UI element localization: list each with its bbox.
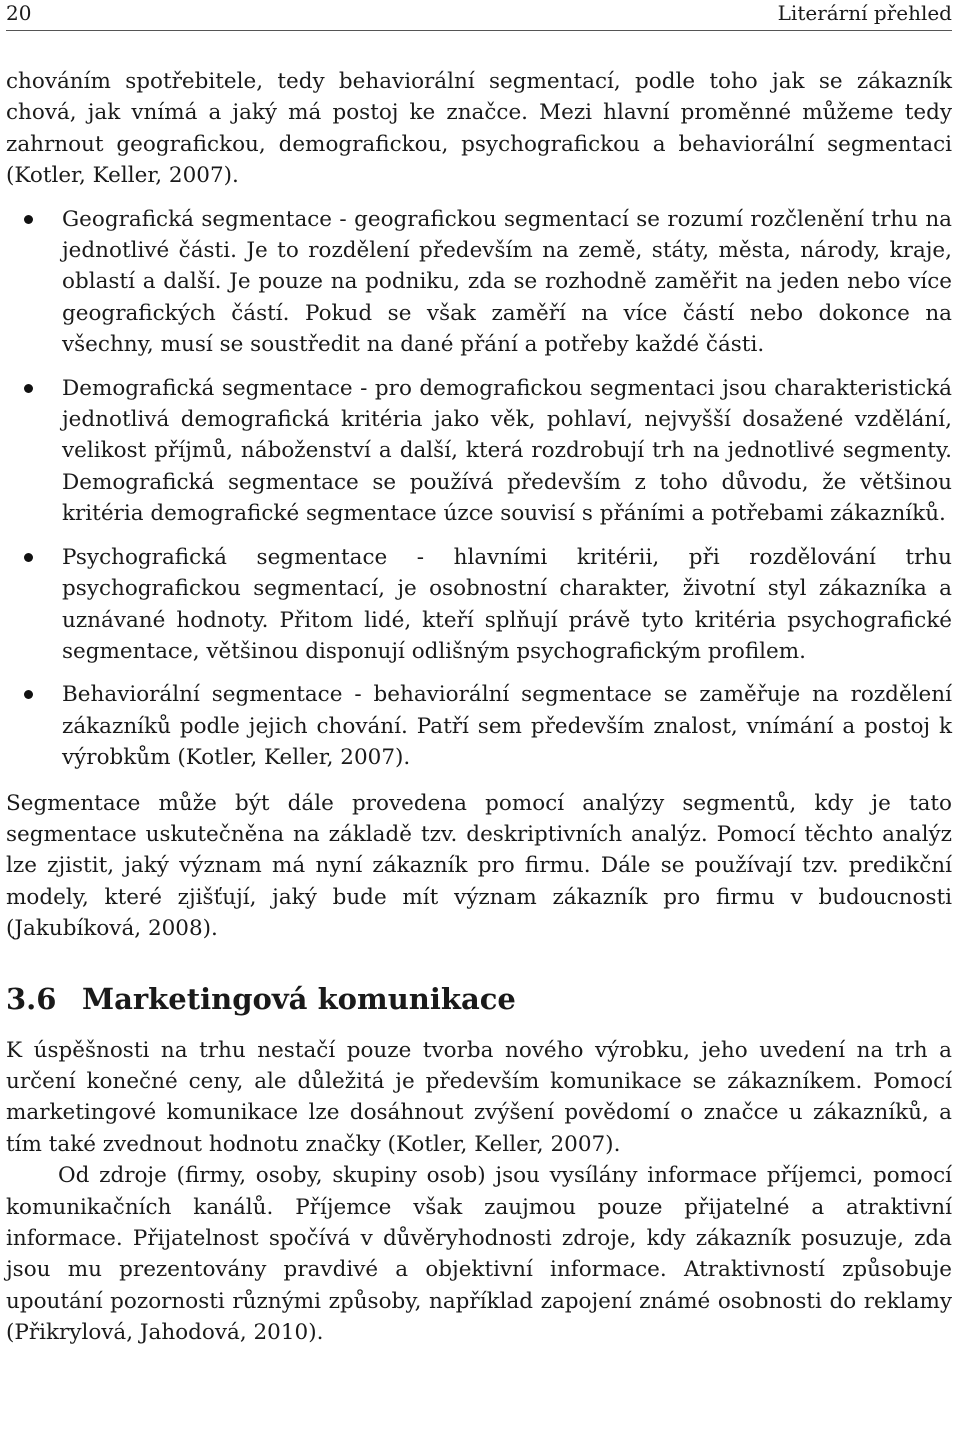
section-heading xyxy=(6,981,952,1017)
intro-paragraph: chováním spotřebitele, tedy behaviorální segmentací, podle toho jak se zákazník chová, jak vnímá a jaký má postoj ke značce. Mezi hlavní proměnné můžeme tedy zahrnout geografickou, demografickou, psychografickou a behaviorální segmentaci (Kotler, Keller, 2007). xyxy=(6,69,952,189)
section-paragraph-2: Od zdroje (firmy, osoby, skupiny osob) jsou vysílány informace příjemci, pomocí komunikačních kanálů. Příjemce však zaujmou pouze přijatelné a atraktivní informace. Přijatelnost spočívá v důvěryhodnosti zdroje, kdy zákazník posuzuje, zda jsou mu prezentovány pravdivé a objektivní informace. Atraktivností způsobuje upoutání pozornosti různými způsoby, například zapojení známé osobnosti do reklamy (Přikrylová, Jahodová, 2010). xyxy=(6,1163,952,1346)
list-item-behavioral: Behaviorální segmentace - behaviorální segmentace se zaměřuje na rozdělení zákazníků podle jejich chování. Patří sem především znalost, vnímání a postoj k výrobkům (Kotler, Keller, 2007). xyxy=(62,679,952,773)
segmentation-list xyxy=(6,204,952,774)
chapter-title: Literární přehled xyxy=(777,1,952,25)
list-item-geographic: Geografická segmentace - geografickou segmentací se rozumí rozčlenění trhu na jednotlivé části. Je to rozdělení především na země, státy, města, národy, kraje, oblastí a další. Je pouze na podniku, zda se rozhodně zaměřit na jeden nebo více geografických částí. Pokud se však zaměří na více částí nebo dokonce na všechny, musí se soustředit na dané přání a potřeby každé části. xyxy=(62,204,952,361)
page-number: 20 xyxy=(6,1,32,25)
list-item-demographic: Demografická segmentace - pro demografickou segmentaci jsou charakteristická jednotlivá demografická kritéria jako věk, pohlaví, nejvyšší dosažené vzdělání, velikost příjmů, náboženství a další, která rozdrobují trh na jednotlivé segmenty. Demografická segmentace se používá především z toho důvodu, že většinou kritéria demografické segmentace úzce souvisí s přáními a potřebami zákazníků. xyxy=(62,373,952,530)
closing-paragraph: Segmentace může být dále provedena pomocí analýzy segmentů, kdy je tato segmentace uskutečněna na základě tzv. deskriptivních analýz. Pomocí těchto analýz lze zjistit, jaký význam má nyní zákazník pro firmu. Dále se používají tzv. predikční modely, které zjišťují, jaký bude mít význam zákazník pro firmu v budoucnosti (Jakubíková, 2008). xyxy=(6,790,952,942)
section-number: 3.6 xyxy=(6,981,57,1016)
running-header xyxy=(6,0,952,31)
section-title: Marketingová komunikace xyxy=(82,981,516,1016)
page-content xyxy=(6,66,952,1349)
section-paragraph-1: K úspěšnosti na trhu nestačí pouze tvorba nového výrobku, jeho uvedení na trh a určení konečné ceny, ale důležitá je především komunikace se zákazníkem. Pomocí marketingové komunikace lze dosáhnout zvýšení povědomí o značce u zákazníků, a tím také zvednout hodnotu značky (Kotler, Keller, 2007). xyxy=(6,1037,952,1157)
list-item-psychographic: Psychografická segmentace - hlavními kritérii, při rozdělování trhu psychografickou segmentací, je osobnostní charakter, životní styl zákazníka a uznávané hodnoty. Přitom lidé, kteří splňují právě tyto kritéria psychografické segmentace, většinou disponují odlišným psychografickým profilem. xyxy=(62,542,952,668)
